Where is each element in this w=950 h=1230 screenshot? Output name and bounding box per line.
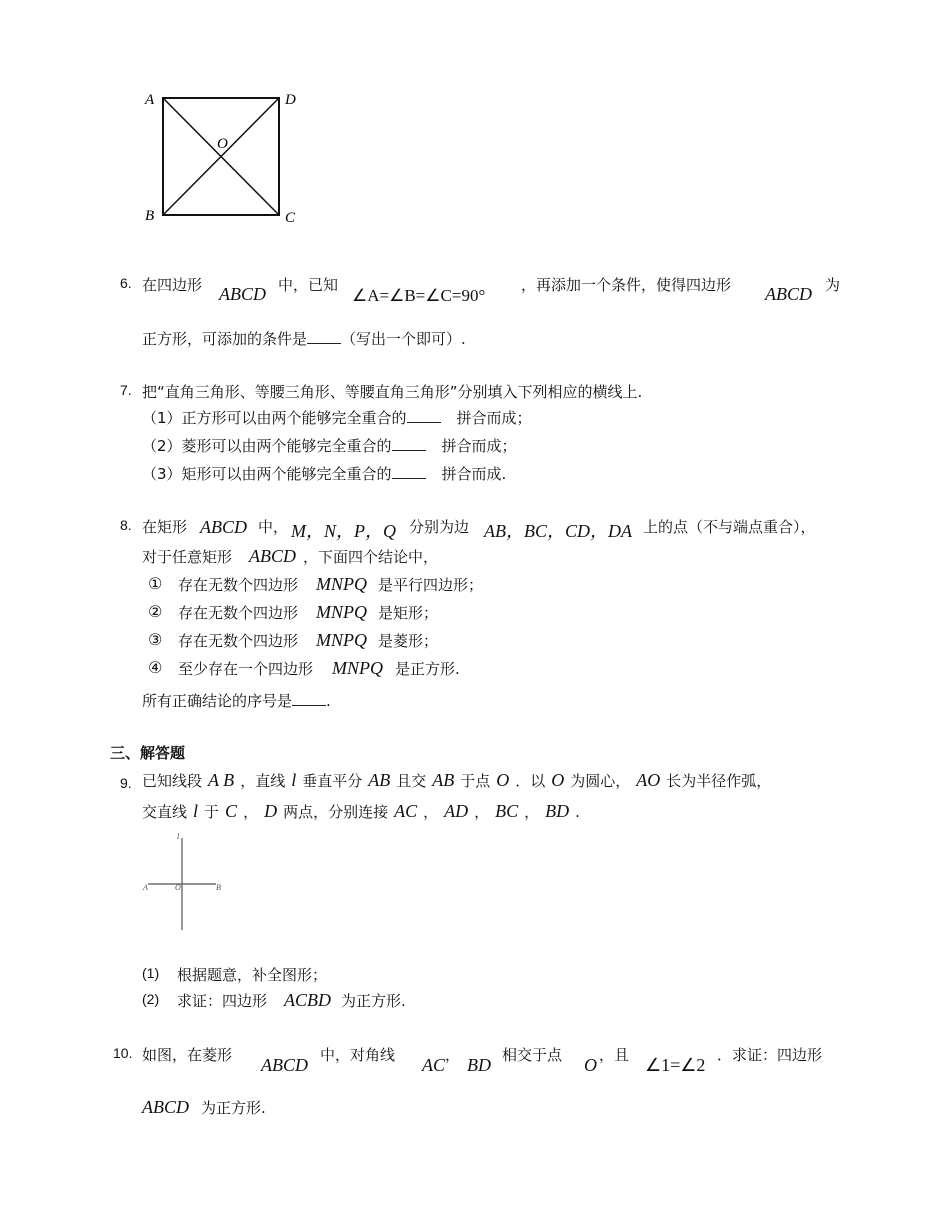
center-label-o: O bbox=[217, 136, 228, 152]
text-segment: 且交 bbox=[396, 772, 427, 790]
answer-blank[interactable] bbox=[307, 329, 341, 344]
math-symbol: AD bbox=[444, 801, 469, 821]
label-a: A bbox=[143, 883, 148, 892]
label-o: O bbox=[175, 883, 181, 892]
text-segment: 交直线 bbox=[142, 803, 188, 821]
text-segment: 为圆心， bbox=[570, 772, 631, 790]
math-symbol: A B bbox=[208, 770, 235, 790]
label-l: l bbox=[177, 832, 180, 841]
math-symbol: AC bbox=[394, 801, 418, 821]
math-symbol: D bbox=[264, 801, 278, 821]
q9-line-2 bbox=[142, 801, 580, 822]
angle-expression: ∠1=∠2 bbox=[645, 1055, 706, 1075]
math-symbol: O bbox=[551, 770, 565, 790]
text-segment: ， bbox=[423, 803, 439, 821]
answer-blank[interactable] bbox=[392, 464, 426, 479]
perpendicular-bisector-figure bbox=[140, 828, 230, 934]
text-segment: 已知线段 bbox=[142, 772, 203, 790]
text-segment: ， bbox=[524, 803, 540, 821]
question-number: 8. bbox=[120, 517, 132, 533]
question-number: 6. bbox=[120, 275, 132, 291]
q7-item-1: （1）正方形可以由两个能够完全重合的 拼合而成； bbox=[142, 409, 532, 427]
vertex-label-c: C bbox=[285, 210, 296, 226]
vertex-label-a: A bbox=[145, 92, 155, 108]
text-segment: ， bbox=[243, 803, 259, 821]
math-symbol: AO bbox=[636, 770, 661, 790]
text-segment: ．以 bbox=[515, 772, 546, 790]
label-b: B bbox=[216, 883, 221, 892]
section-heading: 三、解答题 bbox=[110, 744, 186, 762]
question-number: 10. bbox=[113, 1045, 133, 1061]
math-symbol: AB bbox=[368, 770, 391, 790]
answer-blank[interactable] bbox=[407, 408, 441, 423]
text-segment: 于 bbox=[204, 803, 220, 821]
question-number: 9. bbox=[120, 775, 132, 791]
vertex-label-b: B bbox=[145, 208, 155, 224]
math-symbol: l bbox=[193, 801, 199, 821]
text-segment: . bbox=[575, 803, 580, 821]
q7-item-3: （3）矩形可以由两个能够完全重合的 拼合而成. bbox=[142, 465, 507, 483]
question-number: 7. bbox=[120, 382, 132, 398]
text-segment: 垂直平分 bbox=[302, 772, 363, 790]
q9-line-1 bbox=[142, 770, 771, 791]
answer-blank[interactable] bbox=[292, 691, 326, 706]
text-segment: 于点 bbox=[460, 772, 491, 790]
text-segment: ，直线 bbox=[240, 772, 286, 790]
square-diagram bbox=[130, 80, 320, 230]
text-segment: ， bbox=[474, 803, 490, 821]
text-segment: 长为半径作弧， bbox=[666, 772, 772, 790]
q7-item-2: （2）菱形可以由两个能够完全重合的 拼合而成； bbox=[142, 437, 517, 455]
math-symbol: C bbox=[225, 801, 238, 821]
text-segment: 两点，分别连接 bbox=[283, 803, 389, 821]
math-symbol: O bbox=[496, 770, 510, 790]
angle-expression: ∠A=∠B=∠C=90° bbox=[352, 286, 486, 305]
math-symbol: BD bbox=[545, 801, 570, 821]
vertex-label-d: D bbox=[285, 92, 296, 108]
math-symbol: AB bbox=[432, 770, 455, 790]
math-symbol: l bbox=[291, 770, 297, 790]
answer-blank[interactable] bbox=[392, 436, 426, 451]
math-symbol: BC bbox=[495, 801, 519, 821]
